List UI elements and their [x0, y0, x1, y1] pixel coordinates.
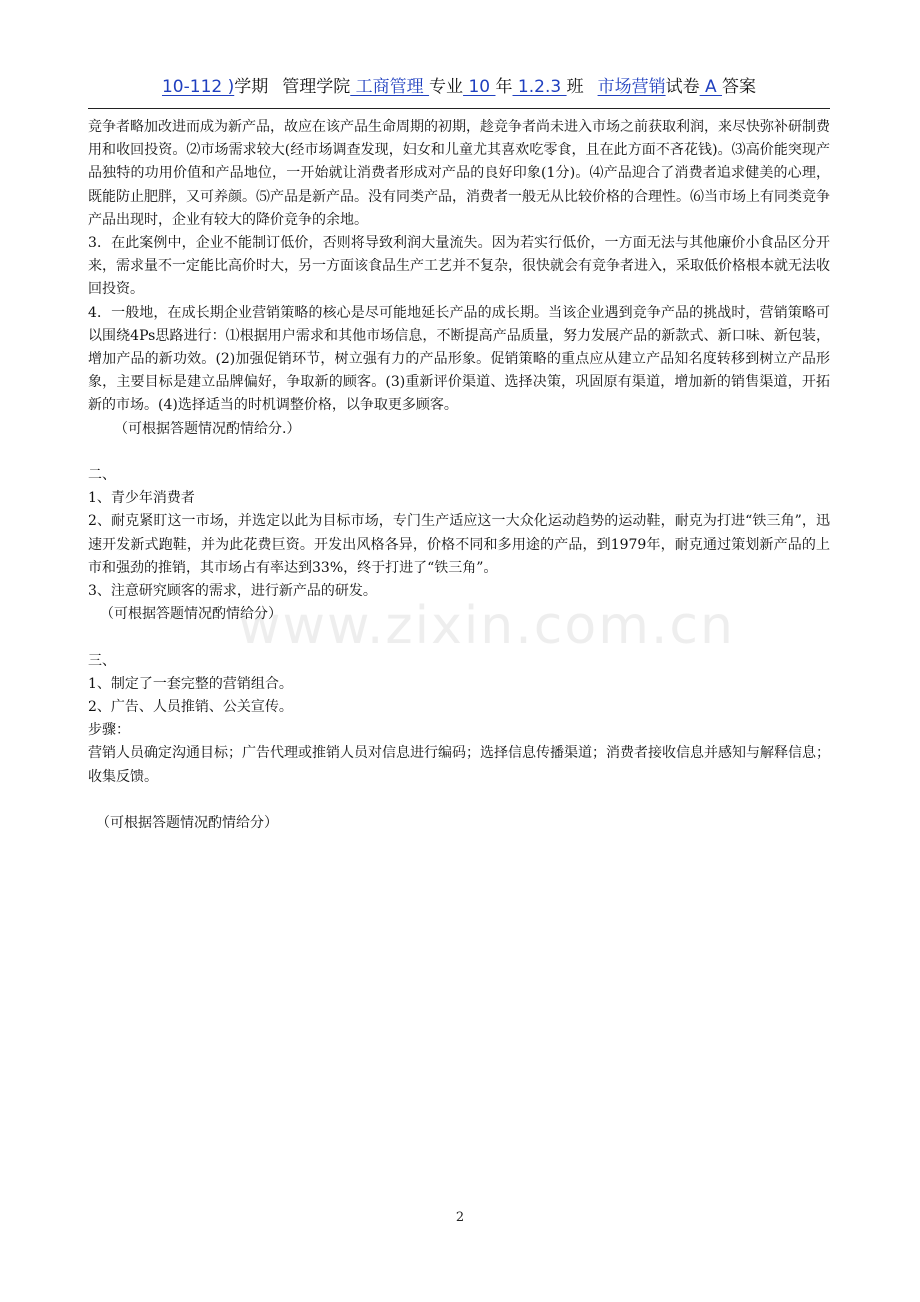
section1-paragraph-3: 4．一般地，在成长期企业营销策略的核心是尽可能地延长产品的成长期。当该企业遇到竞争产品的挑战时，营销策略可以围绕4Ps思路进行：⑴根据用户需求和其他市场信息，不断提高产品质量，努力发展产品的新款式、新口味、新包装，增加产品的新功效。(2)加强促销环节，树立强有力的产品形象。促销策略的重点应从建立产品知名度转移到树立产品形象，主要目标是建立品牌偏好，争取新的顾客。(3)重新评价渠道、选择决策，巩固原有渠道，增加新的销售渠道，开拓新的市场。(4)选择适当的时机调整价格，以争取更多顾客。 [88, 304, 830, 414]
section3-item-2: 2、广告、人员推销、公关宣传。 [88, 699, 293, 716]
header-classes: 1.2.3 [512, 77, 567, 97]
header-paper-suffix: 答案 [722, 77, 757, 97]
header-divider [88, 108, 830, 109]
section1-grading-note: （可根据答题情况酌情给分.） [114, 420, 301, 437]
header-year-suffix: 年 [495, 77, 513, 97]
section3-item-1: 1、制定了一套完整的营销组合。 [88, 675, 293, 692]
section2-item-2: 2、耐克紧盯这一市场，并选定以此为目标市场，专门生产适应这一大众化运动趋势的运动鞋，耐克为打进“铁三角”，迅速开发新式跑鞋，并为此花费巨资。开发出风格各异，价格不同和多用途的产品，到1979年，耐克通过策划新产品的上市和强劲的推销，其市场占有率达到33%，终于打进了“铁三角”。 [88, 513, 830, 576]
header-major-suffix: 专业 [429, 77, 464, 97]
section3-heading: 三、 [88, 652, 116, 669]
section2-item-3: 3、注意研究顾客的需求，进行新产品的研发。 [88, 583, 377, 600]
section3-steps-text: 营销人员确定沟通目标；广告代理或推销人员对信息进行编码；选择信息传播渠道；消费者接收信息并感知与解释信息；收集反馈。 [88, 745, 830, 785]
answer-body [88, 116, 830, 835]
watermark-text: www.zixin.com.cn [238, 596, 735, 656]
header-major: 工商管理 [350, 77, 430, 97]
page-number: 2 [455, 1210, 465, 1225]
section2-item-1: 1、青少年消费者 [88, 490, 195, 507]
header-class-suffix: 班 [566, 77, 584, 97]
section3-steps-label: 步骤： [88, 722, 130, 739]
header-year: 10 [463, 77, 496, 97]
section1-paragraph-2: 3．在此案例中，企业不能制订低价，否则将导致利润大量流失。因为若实行低价，一方面无法与其他廉价小食品区分开来，需求量不一定能比高价时大，另一方面该食品生产工艺并不复杂，很快就会有竞争者进入，采取低价格根本就无法收回投资。 [88, 235, 830, 298]
header-term-suffix: 学期 [234, 77, 269, 97]
section1-paragraph-1: 竞争者略加改进而成为新产品，故应在该产品生命周期的初期，趁竞争者尚未进入市场之前获取利润，来尽快弥补研制费用和收回投资。⑵市场需求较大(经市场调查发现，妇女和儿童尤其喜欢吃零食，且在此方面不吝花钱)。⑶高价能突现产品独特的功用价值和产品地位，一开始就让消费者形成对产品的良好印象(1分)。⑷产品迎合了消费者追求健美的心理，既能防止肥胖，又可养颜。⑸产品是新产品。没有同类产品，消费者一般无从比较价格的合理性。⑹当市场上有同类竞争产品出现时，企业有较大的降价竞争的余地。 [88, 119, 830, 228]
section3-grading-note: （可根据答题情况酌情给分） [96, 815, 278, 832]
header-school: 管理学院 [282, 77, 351, 97]
header-paper: A [699, 77, 723, 97]
header-course: 市场营销 [597, 77, 666, 97]
exam-header [88, 72, 830, 102]
header-term: 10-112 ) [161, 77, 235, 97]
header-course-suffix: 试卷 [665, 77, 700, 97]
section2-heading: 二、 [88, 467, 116, 484]
section2-grading-note: （可根据答题情况酌情给分） [100, 606, 282, 623]
